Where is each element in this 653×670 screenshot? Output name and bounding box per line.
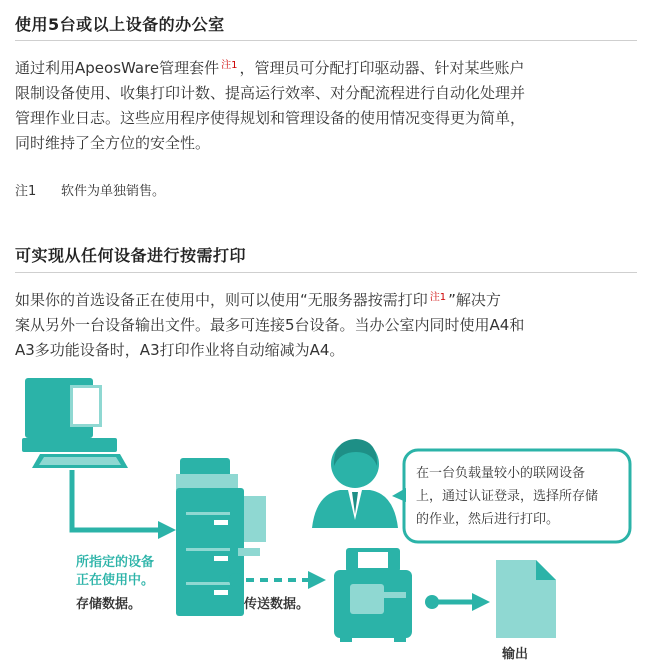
arrow-head (158, 521, 176, 539)
para-line: A3多功能设备时，A3打印作业将自动缩减为A4。 (15, 341, 345, 359)
section2-paragraph (15, 288, 640, 363)
busy-device-label: 正在使用中。 (76, 573, 155, 588)
callout-box (392, 450, 630, 542)
footnote-tag: 注1 (15, 184, 37, 199)
para-text: ”解决方 (448, 291, 501, 309)
para-line: 同时维持了全方位的安全性。 (15, 134, 211, 152)
output-start-dot (425, 595, 439, 609)
connector-line (72, 470, 160, 530)
store-data-label: 存储数据。 (76, 597, 142, 612)
arrow-head (472, 593, 490, 611)
section-divider (15, 40, 637, 41)
para-line: 管理作业日志。这些应用程序使得规划和管理设备的使用情况变得更为简单， (15, 109, 526, 127)
callout-line: 的作业，然后进行打印。 (416, 512, 560, 527)
busy-device-label: 所指定的设备 (76, 555, 155, 570)
on-demand-print-diagram (0, 370, 653, 670)
para-text: 通过利用ApeosWare管理套件 (15, 59, 220, 77)
mfp-large-icon (176, 458, 266, 616)
para-line: 限制设备使用、收集打印计数、提高运行效率、对分配流程进行自动化处理并 (15, 84, 526, 102)
output-label: 输出 (502, 647, 529, 662)
footnote-text: 软件为单独销售。 (61, 184, 166, 199)
callout-line: 在一台负载量较小的联网设备 (416, 466, 586, 481)
para-text: ，管理员可分配打印驱动器、针对某些账户 (239, 59, 525, 77)
transfer-start-dot (229, 573, 243, 587)
section-heading-on-demand: 可实现从任何设备进行按需打印 (15, 246, 247, 265)
footnote-ref[interactable]: 注1 (221, 60, 238, 71)
callout-line: 上，通过认证登录，选择所存储 (416, 489, 599, 504)
para-text: 如果你的首选设备正在使用中，则可以使用“无服务器按需打印 (15, 291, 428, 309)
section-divider (15, 272, 637, 273)
footnote (15, 180, 165, 199)
section-heading-office: 使用5台或以上设备的办公室 (15, 15, 225, 34)
para-line: 案从另外一台设备输出文件。最多可连接5台设备。当办公室内同时使用A4和 (15, 316, 525, 334)
document-icon (496, 560, 556, 638)
send-data-label: 传送数据。 (244, 597, 310, 612)
printer-small-icon (334, 548, 412, 642)
arrow-head (308, 571, 326, 589)
section1-paragraph (15, 56, 640, 156)
computer-icon (22, 378, 128, 468)
user-icon (312, 439, 398, 528)
footnote-ref[interactable]: 注1 (429, 292, 447, 303)
